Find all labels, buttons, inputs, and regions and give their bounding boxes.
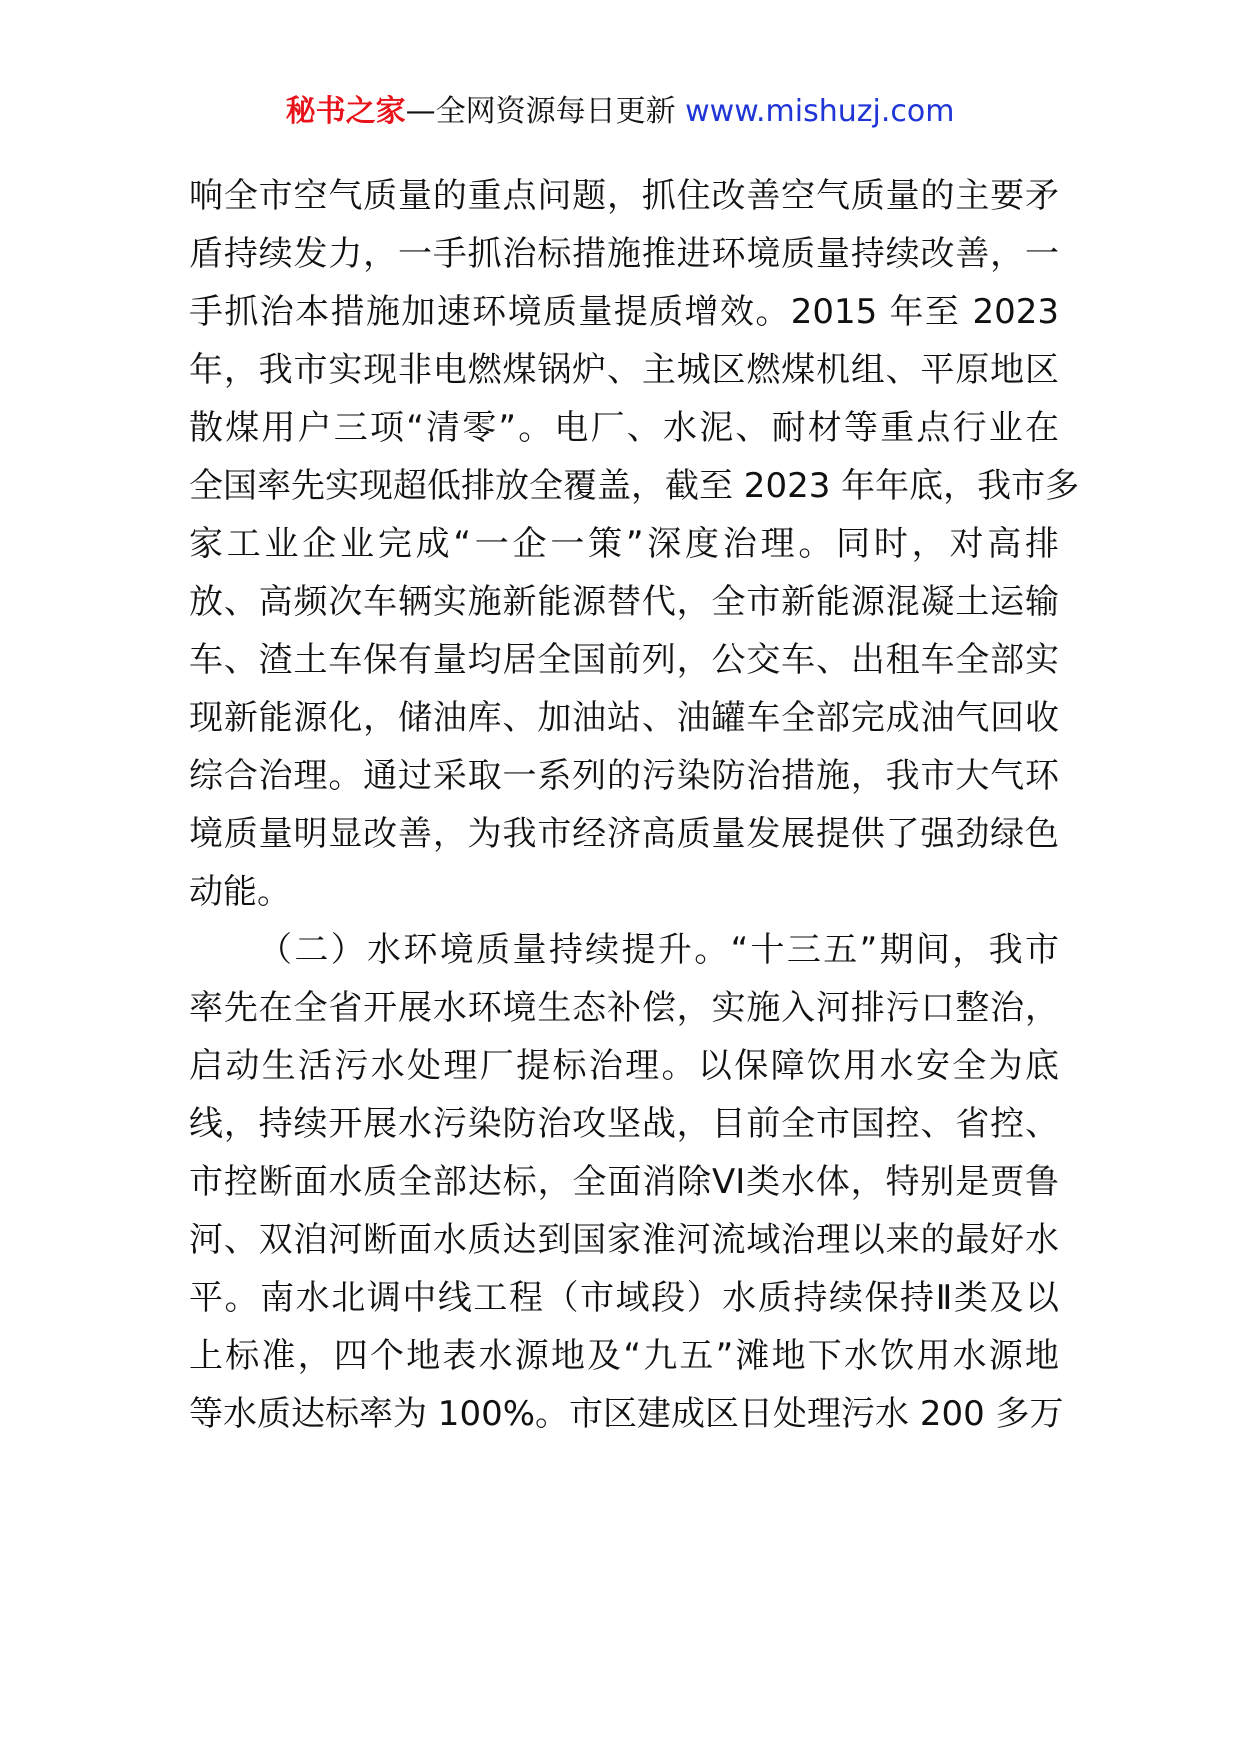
text-line: 散煤用户三项“清零”。电厂、水泥、耐材等重点行业在 (189, 408, 1059, 448)
text-line: 上标准，四个地表水源地及“九五”滩地下水饮用水源地 (189, 1336, 1059, 1376)
text-line: 河、双洎河断面水质达到国家淮河流域治理以来的最好水 (189, 1220, 1059, 1260)
text-line: 手抓治本措施加速环境质量提质增效。2015 年至 2023 (189, 292, 1059, 332)
text-line: 启动生活污水处理厂提标治理。以保障饮用水安全为底 (189, 1046, 1059, 1086)
text-line: 年，我市实现非电燃煤锅炉、主城区燃煤机组、平原地区 (189, 350, 1059, 390)
text-line: 境质量明显改善，为我市经济高质量发展提供了强劲绿色 (189, 814, 1059, 854)
text-line: 等水质达标率为 100%。市区建成区日处理污水 200 多万 (189, 1394, 1064, 1434)
text-line: 全国率先实现超低排放全覆盖，截至 2023 年年底，我市多 (189, 466, 1080, 506)
text-line: 盾持续发力，一手抓治标措施推进环境质量持续改善，一 (189, 234, 1059, 274)
section-heading-line: （二）水环境质量持续提升。“十三五”期间，我市 (258, 930, 1059, 970)
text-line: 率先在全省开展水环境生态补偿，实施入河排污口整治， (189, 988, 1059, 1028)
text-line: 动能。 (189, 872, 291, 912)
text-line: 车、渣土车保有量均居全国前列，公交车、出租车全部实 (189, 640, 1059, 680)
text-line: 综合治理。通过采取一系列的污染防治措施，我市大气环 (189, 756, 1059, 796)
site-url-link[interactable]: www.mishuzj.com (685, 94, 955, 129)
header-slogan: —全网资源每日更新 (405, 94, 676, 129)
text-line: 线，持续开展水污染防治攻坚战，目前全市国控、省控、 (189, 1104, 1059, 1144)
text-line: 响全市空气质量的重点问题，抓住改善空气质量的主要矛 (189, 176, 1059, 216)
text-line: 市控断面水质全部达标，全面消除VI类水体，特别是贾鲁 (189, 1162, 1059, 1202)
text-line: 放、高频次车辆实施新能源替代，全市新能源混凝土运输 (189, 582, 1059, 622)
text-line: 平。南水北调中线工程（市域段）水质持续保持Ⅱ类及以 (189, 1278, 1059, 1318)
text-line: 家工业企业完成“一企一策”深度治理。同时，对高排 (189, 524, 1059, 564)
brand-name: 秘书之家 (285, 94, 406, 129)
site-header (0, 92, 1240, 132)
text-line: 现新能源化，储油库、加油站、油罐车全部完成油气回收 (189, 698, 1059, 738)
